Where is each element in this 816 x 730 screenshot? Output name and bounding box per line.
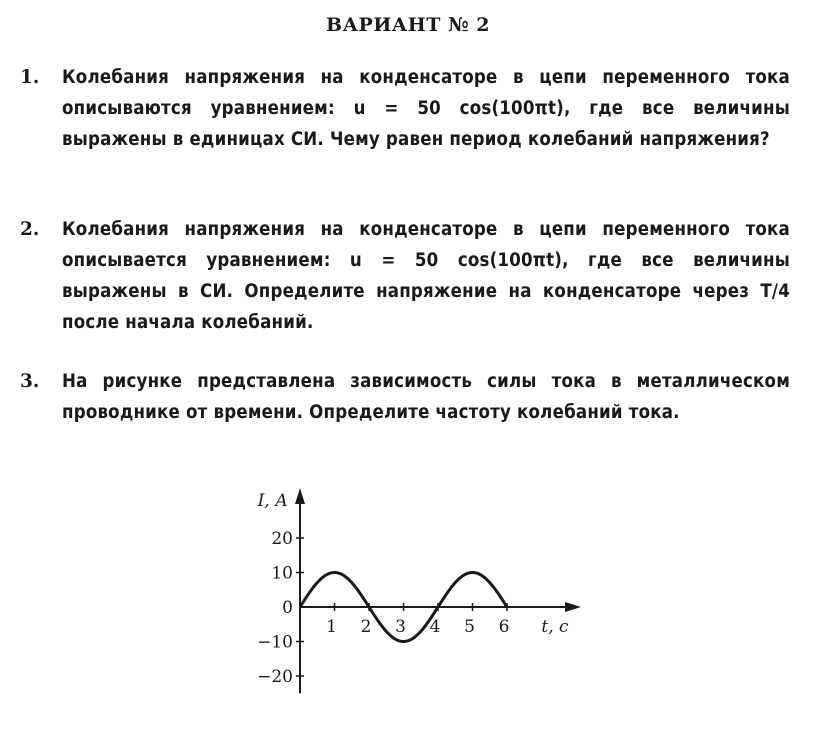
problem-text: Колебания напряжения на конденсаторе в цепи переменного тока описываются уравнением: u = 50 cos(100πt), где все величины выражены в единицах СИ. Чему равен период колебаний напряжения? [62, 67, 790, 150]
problem-text: На рисунке представлена зависимость силы тока в металлическом проводнике от времени. Определите частоту колебаний тока. [62, 371, 790, 423]
x-tick-label: 2 [360, 617, 372, 637]
problem-number: 2. [20, 219, 40, 240]
y-axis-label: I, А [257, 491, 288, 511]
y-axis-arrow [295, 488, 305, 504]
problem-number: 1. [20, 67, 40, 88]
problem-text: Колебания напряжения на конденсаторе в цепи переменного тока описывается уравнением: u = 50 cos(100πt), где все величины выражены в СИ. Определите напряжение на конденсаторе через T/4 после начала колебаний. [62, 219, 790, 333]
problem-1 [20, 62, 790, 155]
x-tick-label: 4 [429, 617, 441, 637]
y-tick-label: −10 [257, 632, 293, 653]
x-tick-label: 5 [464, 617, 475, 637]
page-title: ВАРИАНТ № 2 [326, 14, 490, 36]
x-tick-label: 1 [326, 617, 337, 637]
y-tick-label: 20 [271, 529, 293, 549]
problem-3 [20, 366, 790, 428]
x-tick-label: 3 [395, 617, 406, 637]
x-tick-label: 6 [498, 617, 510, 637]
problem-number: 3. [20, 371, 40, 392]
current-vs-time-chart [220, 480, 600, 710]
x-axis-label: t, с [541, 617, 569, 637]
y-tick-label: 10 [271, 563, 293, 584]
y-tick-label: 0 [282, 598, 293, 618]
x-axis-arrow [565, 602, 581, 612]
problem-2 [20, 214, 790, 338]
y-tick-label: −20 [257, 667, 293, 687]
